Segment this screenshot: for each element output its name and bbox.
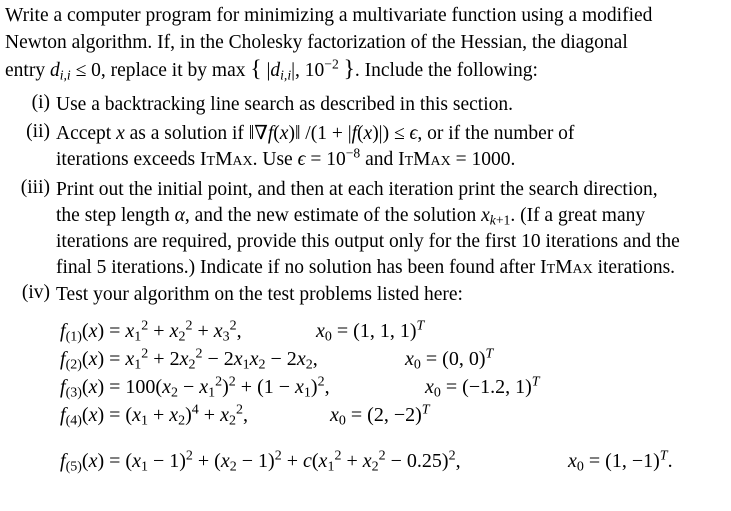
- problem-3-function: $f_{(3)}(x) = 100(x_2 - x_1^2)^2 + (1 - x_1)^2$,: [60, 374, 330, 401]
- item-iii-line-4: final 5 iterations.) Indicate if no solution has been found after ItMax iterations.: [56, 257, 676, 278]
- problem-1-function: $f_{(1)}(x) = x_1^2 + x_2^2 + x_3^2$,: [60, 318, 242, 345]
- item-iii-line-3: iterations are required, provide this output only for the first 10 iterations and the: [56, 231, 680, 252]
- problem-4-start: $x_0 = (2$, −2)$^T$: [330, 402, 430, 429]
- item-i-line-1: Use a backtracking line search as described in this section.: [56, 94, 514, 115]
- item-ii-line-1: Accept x as a solution if ‖∇f(x)‖ /(1 + |f(x)|) ≤ ϵ, or if the number of: [56, 123, 575, 144]
- intro-line-3: [5, 56, 538, 84]
- item-iv-line-1: Test your algorithm on the test problems listed here:: [56, 284, 463, 305]
- item-label: (i): [31, 92, 50, 113]
- problem-5-start: $x_0 = (1$, −1)$^T$.: [568, 448, 673, 475]
- intro-line-1: Write a computer program for minimizing a multivariate function using a modified: [5, 5, 653, 26]
- problem-2-start: $x_0 = (0$, 0)$^T$: [405, 346, 494, 373]
- item-text: [56, 282, 701, 308]
- problem-1-start: $x_0 = (1$, 1, 1)$^T$: [316, 318, 425, 345]
- intro-line-3-rendered: entry $d_{i,i} \le 0$, replace it by max { $|d_{i,i}|$, $10^{-2}$ }. Include the following:: [5, 56, 538, 83]
- item-iii-line-1: Print out the initial point, and then at each iteration print the search direction,: [56, 179, 658, 200]
- item-text: [56, 121, 701, 173]
- intro-line-2: Newton algorithm. If, in the Cholesky factorization of the Hessian, the diagonal: [5, 32, 628, 53]
- item-ii-line-2: iterations exceeds ItMax. Use $\epsilon = 10^{-8}$ and ItMax = 1000.: [56, 145, 516, 170]
- item-iii-line-2: the step length α, and the new estimate of the solution $x_{k+1}$. (If a great many: [56, 205, 646, 228]
- problem-3-start: $x_0 = (-1.2$, 1)$^T$: [425, 374, 540, 401]
- item-label: (iii): [20, 177, 50, 198]
- problem-2-function: $f_{(2)}(x) = x_1^2 + 2x_2^2 - 2x_1x_2 - 2x_2$,: [60, 346, 318, 373]
- item-text: [56, 177, 701, 281]
- problem-5-function: $f_{(5)}(x) = (x_1 - 1)^2 + (x_2 - 1)^2 + c(x_1^2 + x_2^2 - 0.25)^2$,: [60, 448, 461, 475]
- item-text: [56, 92, 701, 118]
- item-label: (ii): [26, 121, 50, 142]
- problem-4-function: $f_{(4)}(x) = (x_1 + x_2)^4 + x_2^2$,: [60, 402, 248, 429]
- item-label: (iv): [21, 282, 50, 303]
